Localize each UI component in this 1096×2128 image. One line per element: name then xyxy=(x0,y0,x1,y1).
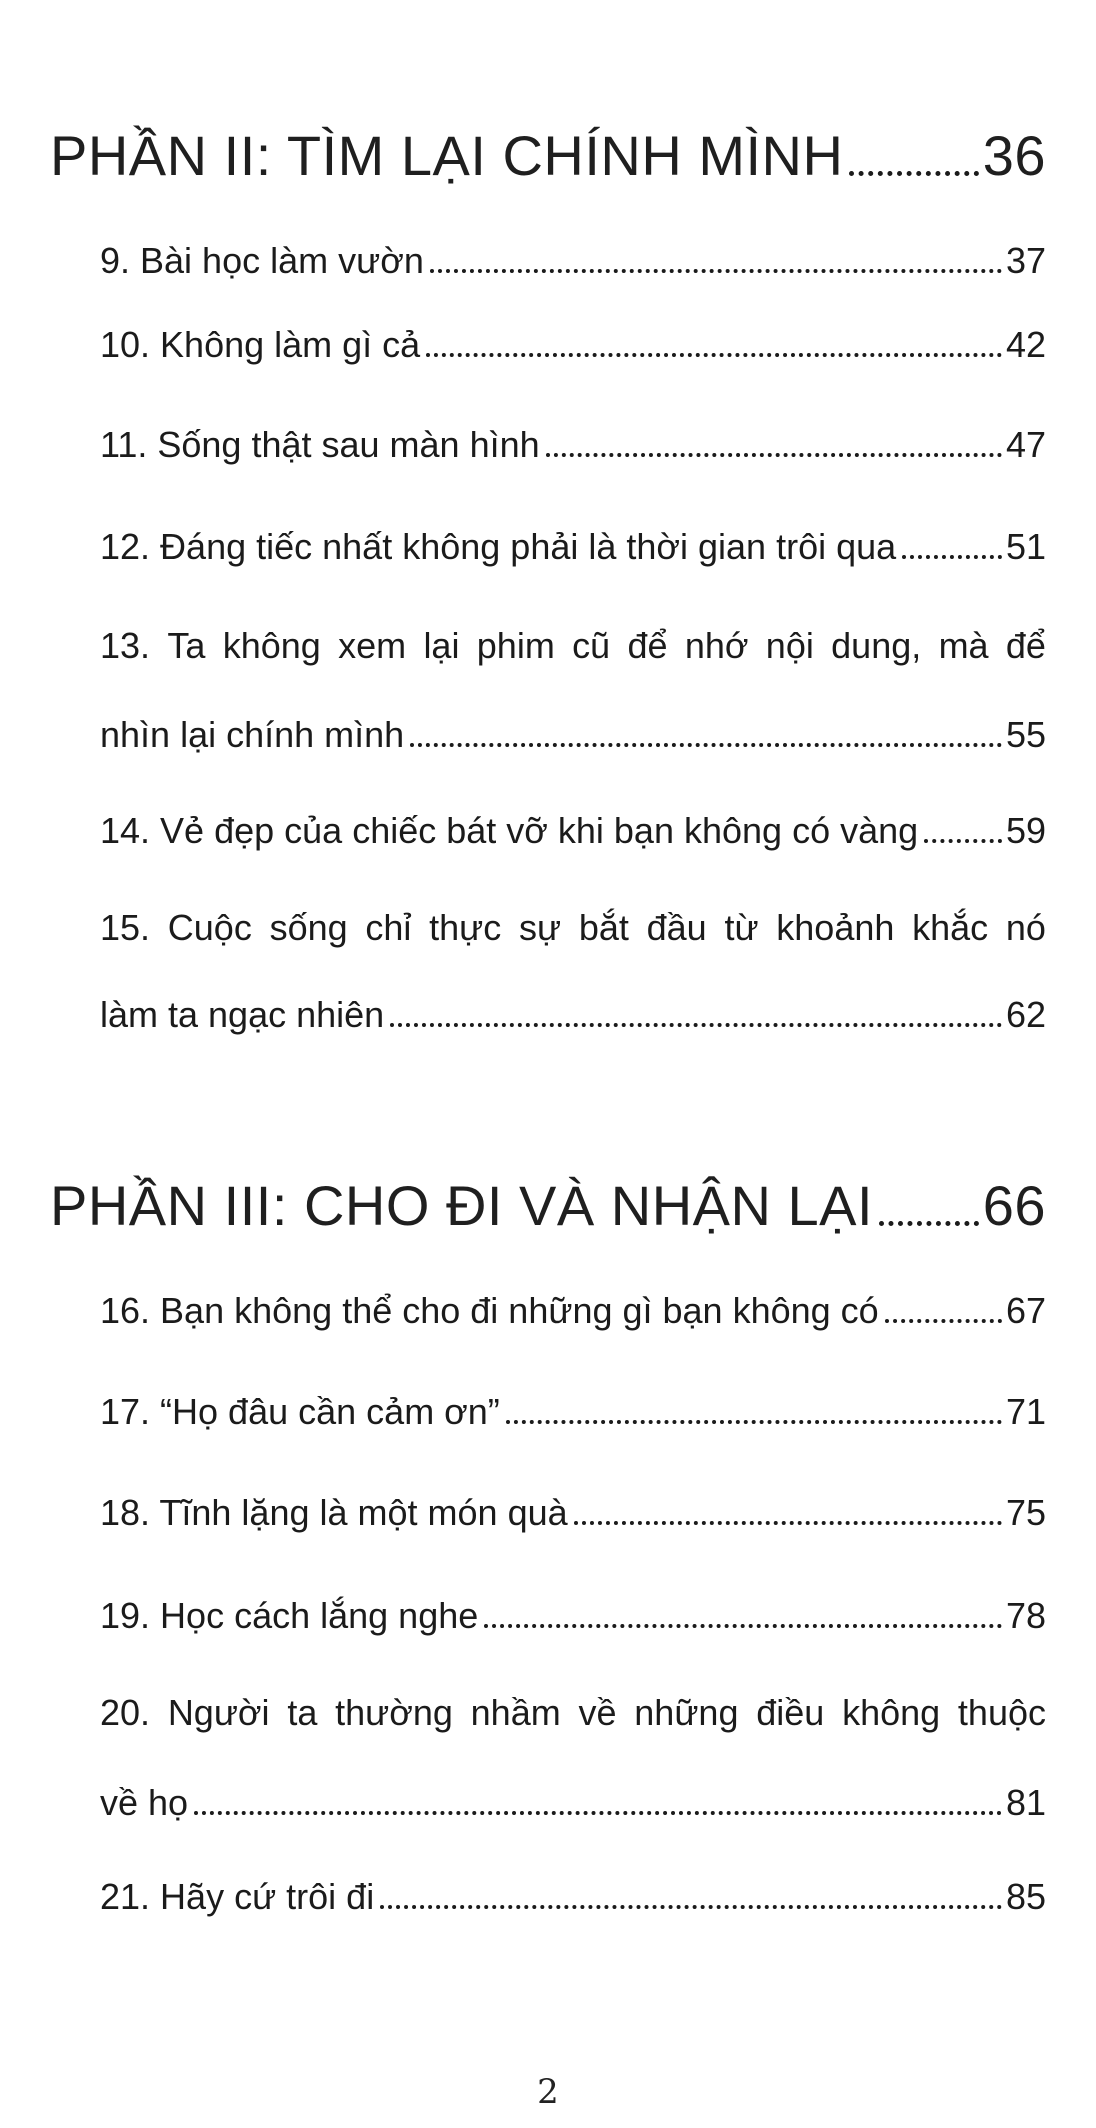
toc-entry-page: 59 xyxy=(1005,810,1046,851)
word: Người xyxy=(167,1692,270,1733)
word: nó xyxy=(1005,907,1046,948)
word: sống xyxy=(269,907,348,948)
word: về xyxy=(578,1692,617,1733)
word: khắc xyxy=(912,907,989,948)
toc-entry-page: 78 xyxy=(1005,1595,1046,1636)
part-3-title: PHẦN III: CHO ĐI VÀ NHẬN LẠI xyxy=(50,1174,874,1237)
word: không xyxy=(222,625,321,666)
part-2-page: 36 xyxy=(982,124,1046,187)
toc-entry-page: 62 xyxy=(1005,994,1046,1035)
leader-dots xyxy=(410,743,1002,747)
toc-entry-page: 75 xyxy=(1005,1492,1046,1533)
toc-entry-page: 55 xyxy=(1005,714,1046,755)
toc-entry-16 xyxy=(100,1284,1046,1332)
toc-entry-page: 51 xyxy=(1005,526,1046,567)
toc-entry-19 xyxy=(100,1589,1046,1637)
toc-entry-17 xyxy=(100,1385,1046,1433)
leader-dots xyxy=(902,555,1002,559)
word: cũ xyxy=(572,625,611,666)
toc-entry-title-continued: làm ta ngạc nhiên xyxy=(100,994,385,1035)
word: những xyxy=(634,1692,739,1733)
leader-dots xyxy=(484,1624,1002,1628)
toc-entry-page: 42 xyxy=(1005,324,1046,365)
toc-entry-title-continued: nhìn lại chính mình xyxy=(100,714,405,755)
word: bắt xyxy=(578,907,629,948)
toc-entry-10 xyxy=(100,318,1046,366)
word: ta xyxy=(287,1692,318,1733)
toc-entry-12 xyxy=(100,520,1046,568)
toc-entry-title: 16. Bạn không thể cho đi những gì bạn không có xyxy=(100,1290,879,1331)
word: nội xyxy=(765,625,814,666)
word: dung, xyxy=(831,625,922,666)
page-number: 2 xyxy=(537,2072,559,2112)
word: điều xyxy=(756,1692,825,1733)
word: nhớ xyxy=(684,625,749,666)
word: nhầm xyxy=(470,1692,561,1733)
leader-dots xyxy=(885,1319,1002,1323)
toc-entry-title: 11. Sống thật sau màn hình xyxy=(100,424,540,465)
word: mà xyxy=(938,625,989,666)
word: lại xyxy=(423,625,460,666)
toc-entry-title-continued: về họ xyxy=(100,1782,189,1823)
word: phim xyxy=(476,625,555,666)
toc-entry-page: 71 xyxy=(1005,1391,1046,1432)
leader-dots xyxy=(430,269,1002,273)
word: 15. xyxy=(100,907,151,948)
word: Ta xyxy=(167,625,206,666)
word: 20. xyxy=(100,1692,151,1733)
part-3-heading xyxy=(50,1168,1046,1238)
leader-dots xyxy=(924,839,1002,843)
word: Cuộc xyxy=(167,907,252,948)
toc-entry-title: 10. Không làm gì cả xyxy=(100,324,421,365)
toc-entry-15-line-2 xyxy=(100,988,1046,1036)
toc-entry-15-line-1 xyxy=(100,907,1046,949)
word: khoảnh xyxy=(776,907,895,948)
word: không xyxy=(842,1692,941,1733)
leader-dots xyxy=(194,1811,1002,1815)
toc-entry-page: 67 xyxy=(1005,1290,1046,1331)
word: sự xyxy=(519,907,562,948)
leader-dots xyxy=(390,1023,1002,1027)
word: 13. xyxy=(100,625,151,666)
part-3-page: 66 xyxy=(982,1174,1046,1237)
toc-entry-20-line-1 xyxy=(100,1692,1046,1734)
toc-entry-11 xyxy=(100,418,1046,466)
part-2-heading xyxy=(50,118,1046,188)
word: chỉ xyxy=(365,907,412,948)
word: thực xyxy=(429,907,502,948)
toc-entry-page: 47 xyxy=(1005,424,1046,465)
toc-entry-title: 12. Đáng tiếc nhất không phải là thời gian trôi qua xyxy=(100,526,897,567)
leader-dots xyxy=(546,453,1002,457)
toc-entry-9 xyxy=(100,234,1046,282)
toc-entry-page: 37 xyxy=(1005,240,1046,281)
toc-entry-title: 21. Hãy cứ trôi đi xyxy=(100,1876,375,1917)
leader-dots xyxy=(506,1420,1002,1424)
toc-entry-14 xyxy=(100,804,1046,852)
word: để xyxy=(627,625,668,666)
leader-dots xyxy=(879,1221,979,1226)
word: đầu xyxy=(646,907,707,948)
toc-entry-title: 19. Học cách lắng nghe xyxy=(100,1595,479,1636)
word: thường xyxy=(335,1692,453,1733)
toc-entry-title: 18. Tĩnh lặng là một món quà xyxy=(100,1492,568,1533)
word: từ xyxy=(724,907,759,948)
toc-entry-13-line-1 xyxy=(100,625,1046,667)
leader-dots xyxy=(849,171,978,176)
leader-dots xyxy=(574,1521,1002,1525)
leader-dots xyxy=(426,353,1002,357)
toc-entry-13-line-2 xyxy=(100,708,1046,756)
word: để xyxy=(1005,625,1046,666)
part-2-title: PHẦN II: TÌM LẠI CHÍNH MÌNH xyxy=(50,124,844,187)
word: thuộc xyxy=(957,1692,1046,1733)
leader-dots xyxy=(380,1905,1002,1909)
toc-entry-20-line-2 xyxy=(100,1776,1046,1824)
toc-entry-page: 81 xyxy=(1005,1782,1046,1823)
toc-entry-title: 17. “Họ đâu cần cảm ơn” xyxy=(100,1391,500,1432)
toc-entry-page: 85 xyxy=(1005,1876,1046,1917)
toc-entry-18 xyxy=(100,1486,1046,1534)
toc-entry-title: 9. Bài học làm vườn xyxy=(100,240,424,281)
word: xem xyxy=(338,625,407,666)
toc-entry-title: 14. Vẻ đẹp của chiếc bát vỡ khi bạn không có vàng xyxy=(100,810,919,851)
toc-entry-21 xyxy=(100,1870,1046,1918)
